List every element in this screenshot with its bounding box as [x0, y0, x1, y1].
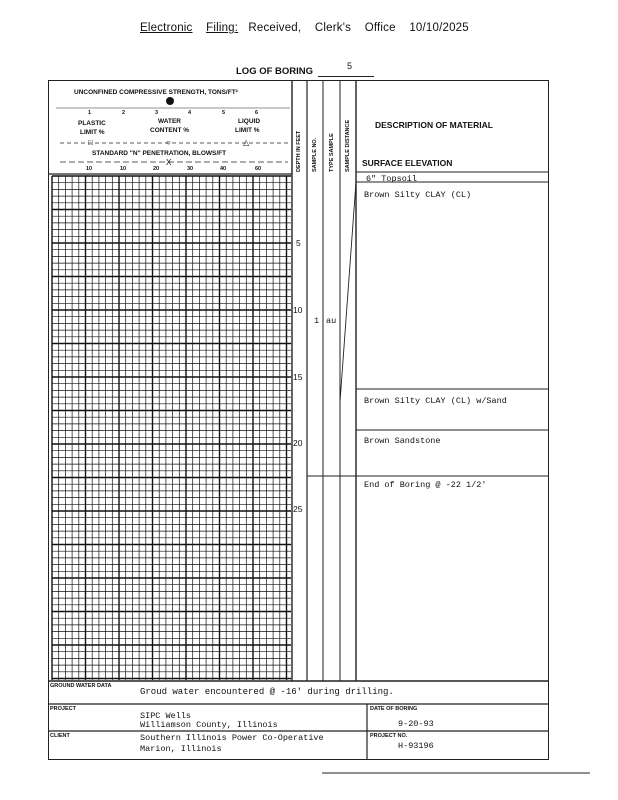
stamp-date: 10/10/2025 [409, 22, 469, 34]
project-location: Williamson County, Illinois [140, 720, 278, 730]
stamp-prefix: Electronic [140, 22, 193, 34]
sample-type: au [326, 316, 337, 326]
water-content-symbol-icon: ○ [166, 138, 171, 147]
ucs-tick-5: 5 [222, 110, 226, 116]
spt-tick-40: 30 [187, 166, 194, 172]
ground-water-label: GROUND WATER DATA [50, 683, 112, 689]
project-no-label: PROJECT NO. [370, 733, 408, 739]
liquid-limit-label: LIMIT % [235, 127, 260, 134]
ucs-tick-1: 1 [88, 110, 92, 116]
spt-tick-50: 40 [220, 166, 227, 172]
ucs-tick-3: 3 [155, 110, 159, 116]
depth-mark-25: 25 [293, 504, 303, 514]
surface-elevation-header: SURFACE ELEVATION [362, 158, 453, 168]
description-header: DESCRIPTION OF MATERIAL [375, 120, 493, 130]
layer-end-of-boring: End of Boring @ -22 1/2' [364, 480, 487, 490]
plastic-label: PLASTIC [78, 120, 106, 127]
spt-title: STANDARD "N" PENETRATION, BLOWS/FT [92, 150, 227, 157]
col-sample-no-header: SAMPLE NO. [312, 137, 318, 172]
sample-number: 1 [314, 316, 320, 326]
stamp-office: Office [364, 22, 396, 34]
layer-silty-clay: Brown Silty CLAY (CL) [364, 190, 472, 200]
ground-water-text: Groud water encountered @ -16' during drilling. [140, 687, 394, 697]
ucs-tick-2: 2 [122, 110, 126, 116]
project-label: PROJECT [50, 706, 76, 712]
liquid-limit-symbol-icon: △ [243, 138, 250, 147]
date-of-boring-value: 9-20-93 [398, 719, 434, 729]
client-name: Southern Illinois Power Co-Operative [140, 733, 324, 743]
client-label: CLIENT [50, 733, 70, 739]
date-of-boring-label: DATE OF BORING [370, 706, 418, 712]
liquid-label: LIQUID [238, 118, 261, 125]
stamp-filing: Filing: [206, 22, 239, 34]
plastic-limit-label: LIMIT % [80, 129, 105, 136]
water-content-label: CONTENT % [150, 127, 189, 134]
spt-symbol-icon: X [166, 158, 172, 167]
spt-tick-30: 20 [153, 166, 160, 172]
layer-sandstone: Brown Sandstone [364, 436, 441, 446]
spt-tick-10: 10 [86, 166, 93, 172]
depth-mark-5: 5 [296, 238, 301, 248]
depth-mark-15: 15 [293, 372, 303, 382]
layer-silty-clay-sand: Brown Silty CLAY (CL) w/Sand [364, 396, 507, 406]
plastic-limit-symbol-icon: □ [88, 138, 93, 147]
col-type-sample-header: TYPE SAMPLE [329, 133, 335, 172]
layer-topsoil: 6" Topsoil [366, 174, 418, 184]
log-title: LOG OF BORING [236, 66, 314, 77]
boring-number: 5 [347, 61, 353, 71]
spt-tick-60: 60 [255, 166, 262, 172]
ucs-tick-4: 4 [188, 110, 192, 116]
ucs-tick-6: 6 [255, 110, 259, 116]
stamp-clerks: Clerk's [314, 22, 352, 34]
plotting-grid [52, 176, 291, 680]
client-location: Marion, Illinois [140, 744, 222, 754]
project-no-value: H-93196 [398, 741, 434, 751]
stamp-received: Received, [248, 22, 302, 34]
depth-mark-20: 20 [293, 438, 303, 448]
ucs-marker-icon [166, 97, 174, 105]
depth-mark-10: 10 [293, 305, 303, 315]
spt-tick-20: 10 [120, 166, 127, 172]
project-name: SIPC Wells [140, 711, 192, 721]
ucs-title: UNCONFINED COMPRESSIVE STRENGTH, TONS/FT² [74, 89, 238, 96]
col-sample-distance-header: SAMPLE DISTANCE [345, 119, 351, 172]
col-depth-header: DEPTH IN FEET [296, 130, 302, 172]
water-label: WATER [158, 118, 181, 125]
